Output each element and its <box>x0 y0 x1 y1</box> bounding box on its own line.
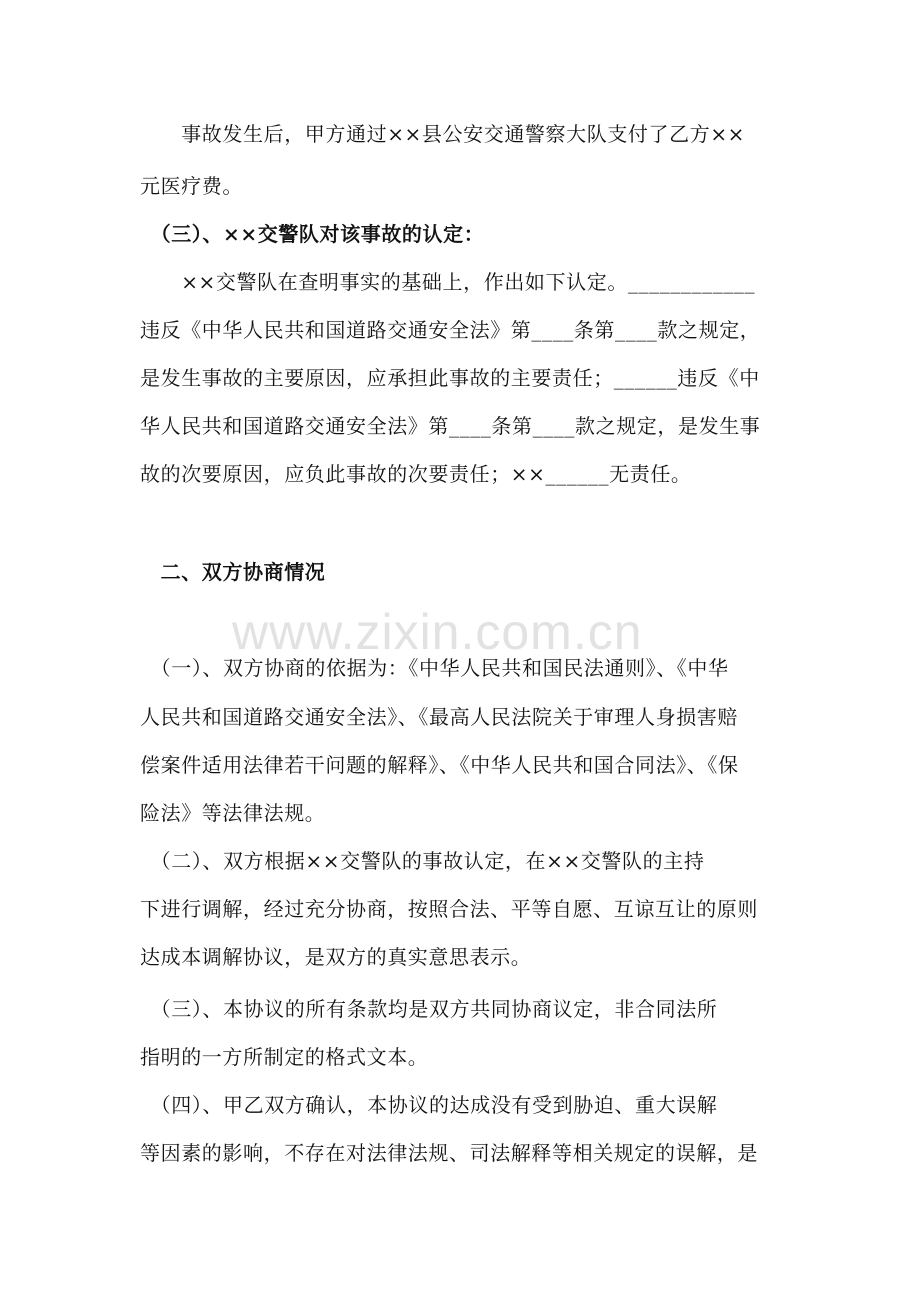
section-heading: 二、双方协商情况 <box>140 560 326 584</box>
paragraph-line: 人民共和国道路交通安全法》、《最高人民法院关于审理人身损害赔 <box>140 705 738 729</box>
paragraph-line: 险法》等法律法规。 <box>140 801 326 825</box>
paragraph-line: 违反《中华人民共和国道路交通安全法》第____条第____款之规定， <box>140 318 761 342</box>
paragraph-line: 指明的一方所制定的格式文本。 <box>140 1045 429 1069</box>
watermark: www.zixin.com.cn <box>232 604 643 660</box>
paragraph-line: 故的次要原因，应负此事故的次要责任；××______无责任。 <box>140 462 692 486</box>
paragraph-line: 是发生事故的主要原因，应承担此事故的主要责任；______违反《中 <box>140 366 760 390</box>
paragraph-line: 元医疗费。 <box>140 174 243 198</box>
paragraph-line: （四）、甲乙双方确认，本协议的达成没有受到胁迫、重大误解 <box>140 1093 718 1117</box>
paragraph-line: 华人民共和国道路交通安全法》第____条第____款之规定，是发生事 <box>140 414 761 438</box>
paragraph-line: 偿案件适用法律若干问题的解释》、《中华人民共和国合同法》、《保 <box>140 753 739 777</box>
paragraph-line: 达成本调解协议，是双方的真实意思表示。 <box>140 945 532 969</box>
paragraph-line: 事故发生后，甲方通过××县公安交通警察大队支付了乙方×× <box>140 122 746 146</box>
paragraph-line: （三）、本协议的所有条款均是双方共同协商议定，非合同法所 <box>140 997 718 1021</box>
section-heading: （三）、××交警队对该事故的认定： <box>140 222 485 246</box>
paragraph-line: ××交警队在查明事实的基础上，作出如下认定。____________ <box>140 270 756 294</box>
paragraph-line: （一）、双方协商的依据为：《中华人民共和国民法通则》、《中华 <box>140 656 729 680</box>
paragraph-line: 下进行调解，经过充分协商，按照合法、平等自愿、互谅互让的原则 <box>140 897 758 921</box>
paragraph-line: （二）、双方根据××交警队的事故认定，在××交警队的主持 <box>140 849 705 873</box>
paragraph-line: 等因素的影响，不存在对法律法规、司法解释等相关规定的误解，是 <box>140 1141 758 1165</box>
